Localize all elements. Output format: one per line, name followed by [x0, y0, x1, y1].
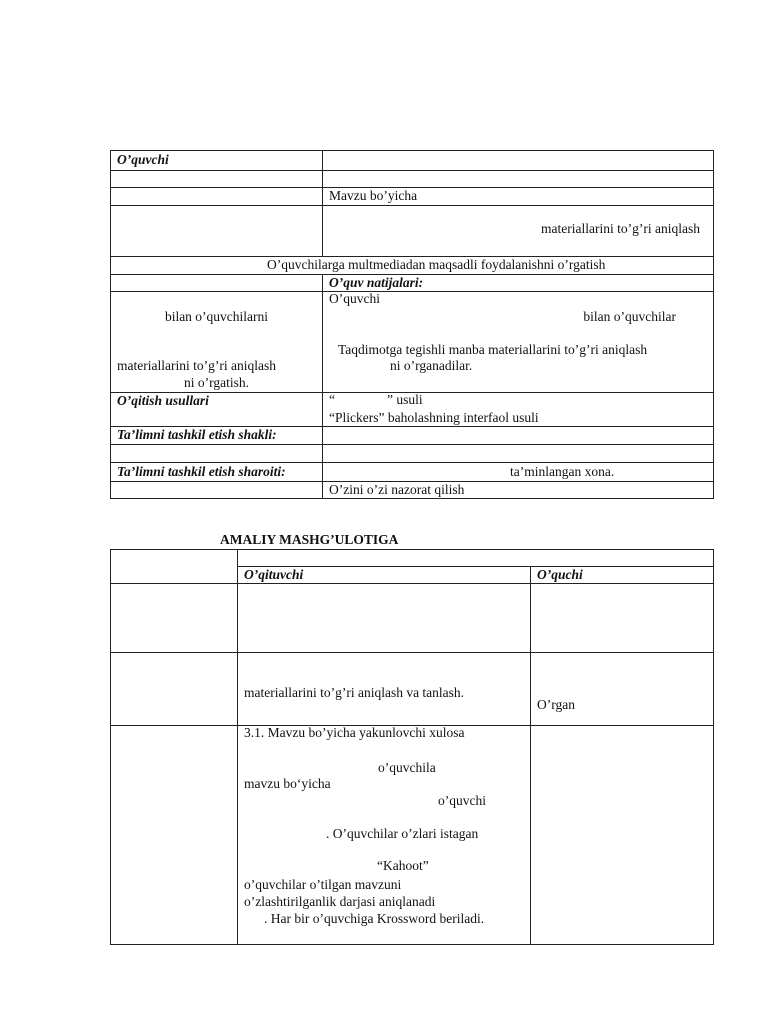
teacher-step3-line4: o’quvchi	[438, 793, 486, 808]
materials-text: materiallarini to’g’ri aniqlash	[541, 221, 700, 236]
teacher-step3-line9: . Har bir o’quvchiga Krossword beriladi.	[264, 911, 485, 926]
table-rule	[110, 205, 714, 206]
row7-right-line2: bilan o’quvchilar	[583, 309, 676, 324]
row7-left-line3: ni o’rgatish.	[184, 375, 249, 390]
learning-outcomes-label: O’quv natijalari:	[329, 275, 424, 290]
teacher-step3-line2: o’quvchila	[378, 760, 436, 775]
table-rule	[110, 444, 714, 445]
row7-right-line1: O’quvchi	[329, 291, 380, 306]
method-usuli: ” usuli	[387, 392, 423, 407]
column-divider	[530, 566, 531, 945]
table-rule	[110, 462, 714, 463]
table-rule	[237, 566, 714, 567]
teacher-step2: materiallarini to’g’ri aniqlash va tanlash.	[244, 685, 465, 700]
table-rule	[110, 583, 714, 584]
organization-conditions-label: Ta’limni tashkil etish sharoiti:	[117, 464, 286, 479]
equipped-room-text: ta’minlangan xona.	[510, 464, 615, 479]
teacher-step3-line7: o’quvchilar o’tilgan mavzuni	[244, 877, 402, 892]
section-title: AMALIY MASHG’ULOTIGA	[220, 532, 399, 547]
teacher-header: O’qituvchi	[244, 567, 304, 582]
column-divider	[322, 150, 323, 256]
row7-left-line2: materiallarini to’g’ri aniqlash	[117, 358, 276, 373]
row7-right-line3: Taqdimotga tegishli manba materiallarini to’g’ri aniqlash	[338, 342, 648, 357]
topic-text: Mavzu bo’yicha	[329, 188, 418, 203]
multimedia-goal-text: O’quvchilarga multmediadan maqsadli foydalanishni o’rgatish	[267, 257, 606, 272]
organization-form-label: Ta’limni tashkil etish shakli:	[117, 427, 277, 442]
student-step2: O’rgan	[537, 697, 575, 712]
plickers-method: “Plickers” baholashning interfaol usuli	[329, 410, 539, 425]
row7-left-line1: bilan o’quvchilarni	[164, 309, 269, 324]
student-header: O’quchi	[537, 567, 583, 582]
teacher-step3-line8: o’zlashtirilganlik darjasi aniqlanadi	[244, 894, 436, 909]
table-rule	[110, 170, 714, 171]
column-divider	[322, 274, 323, 499]
row7-right-line4: ni o’rganadilar.	[390, 358, 473, 373]
method-quote-open: “	[329, 392, 335, 407]
lesson-table	[110, 549, 714, 945]
self-control-text: O’zini o’zi nazorat qilish	[329, 482, 465, 497]
teacher-step3-line5: . O’quvchilar o’zlari istagan	[326, 826, 479, 841]
teacher-step3-line1: 3.1. Mavzu bo’yicha yakunlovchi xulosa	[244, 725, 465, 740]
table-rule	[110, 291, 714, 292]
teacher-step3-line6: “Kahoot”	[377, 858, 429, 873]
column-divider	[237, 549, 238, 945]
student-label: O’quvchi	[117, 152, 169, 167]
table-rule	[110, 652, 714, 653]
teaching-methods-label: O’qitish usullari	[117, 393, 209, 408]
teacher-step3-line3: mavzu bo‘yicha	[244, 776, 331, 791]
